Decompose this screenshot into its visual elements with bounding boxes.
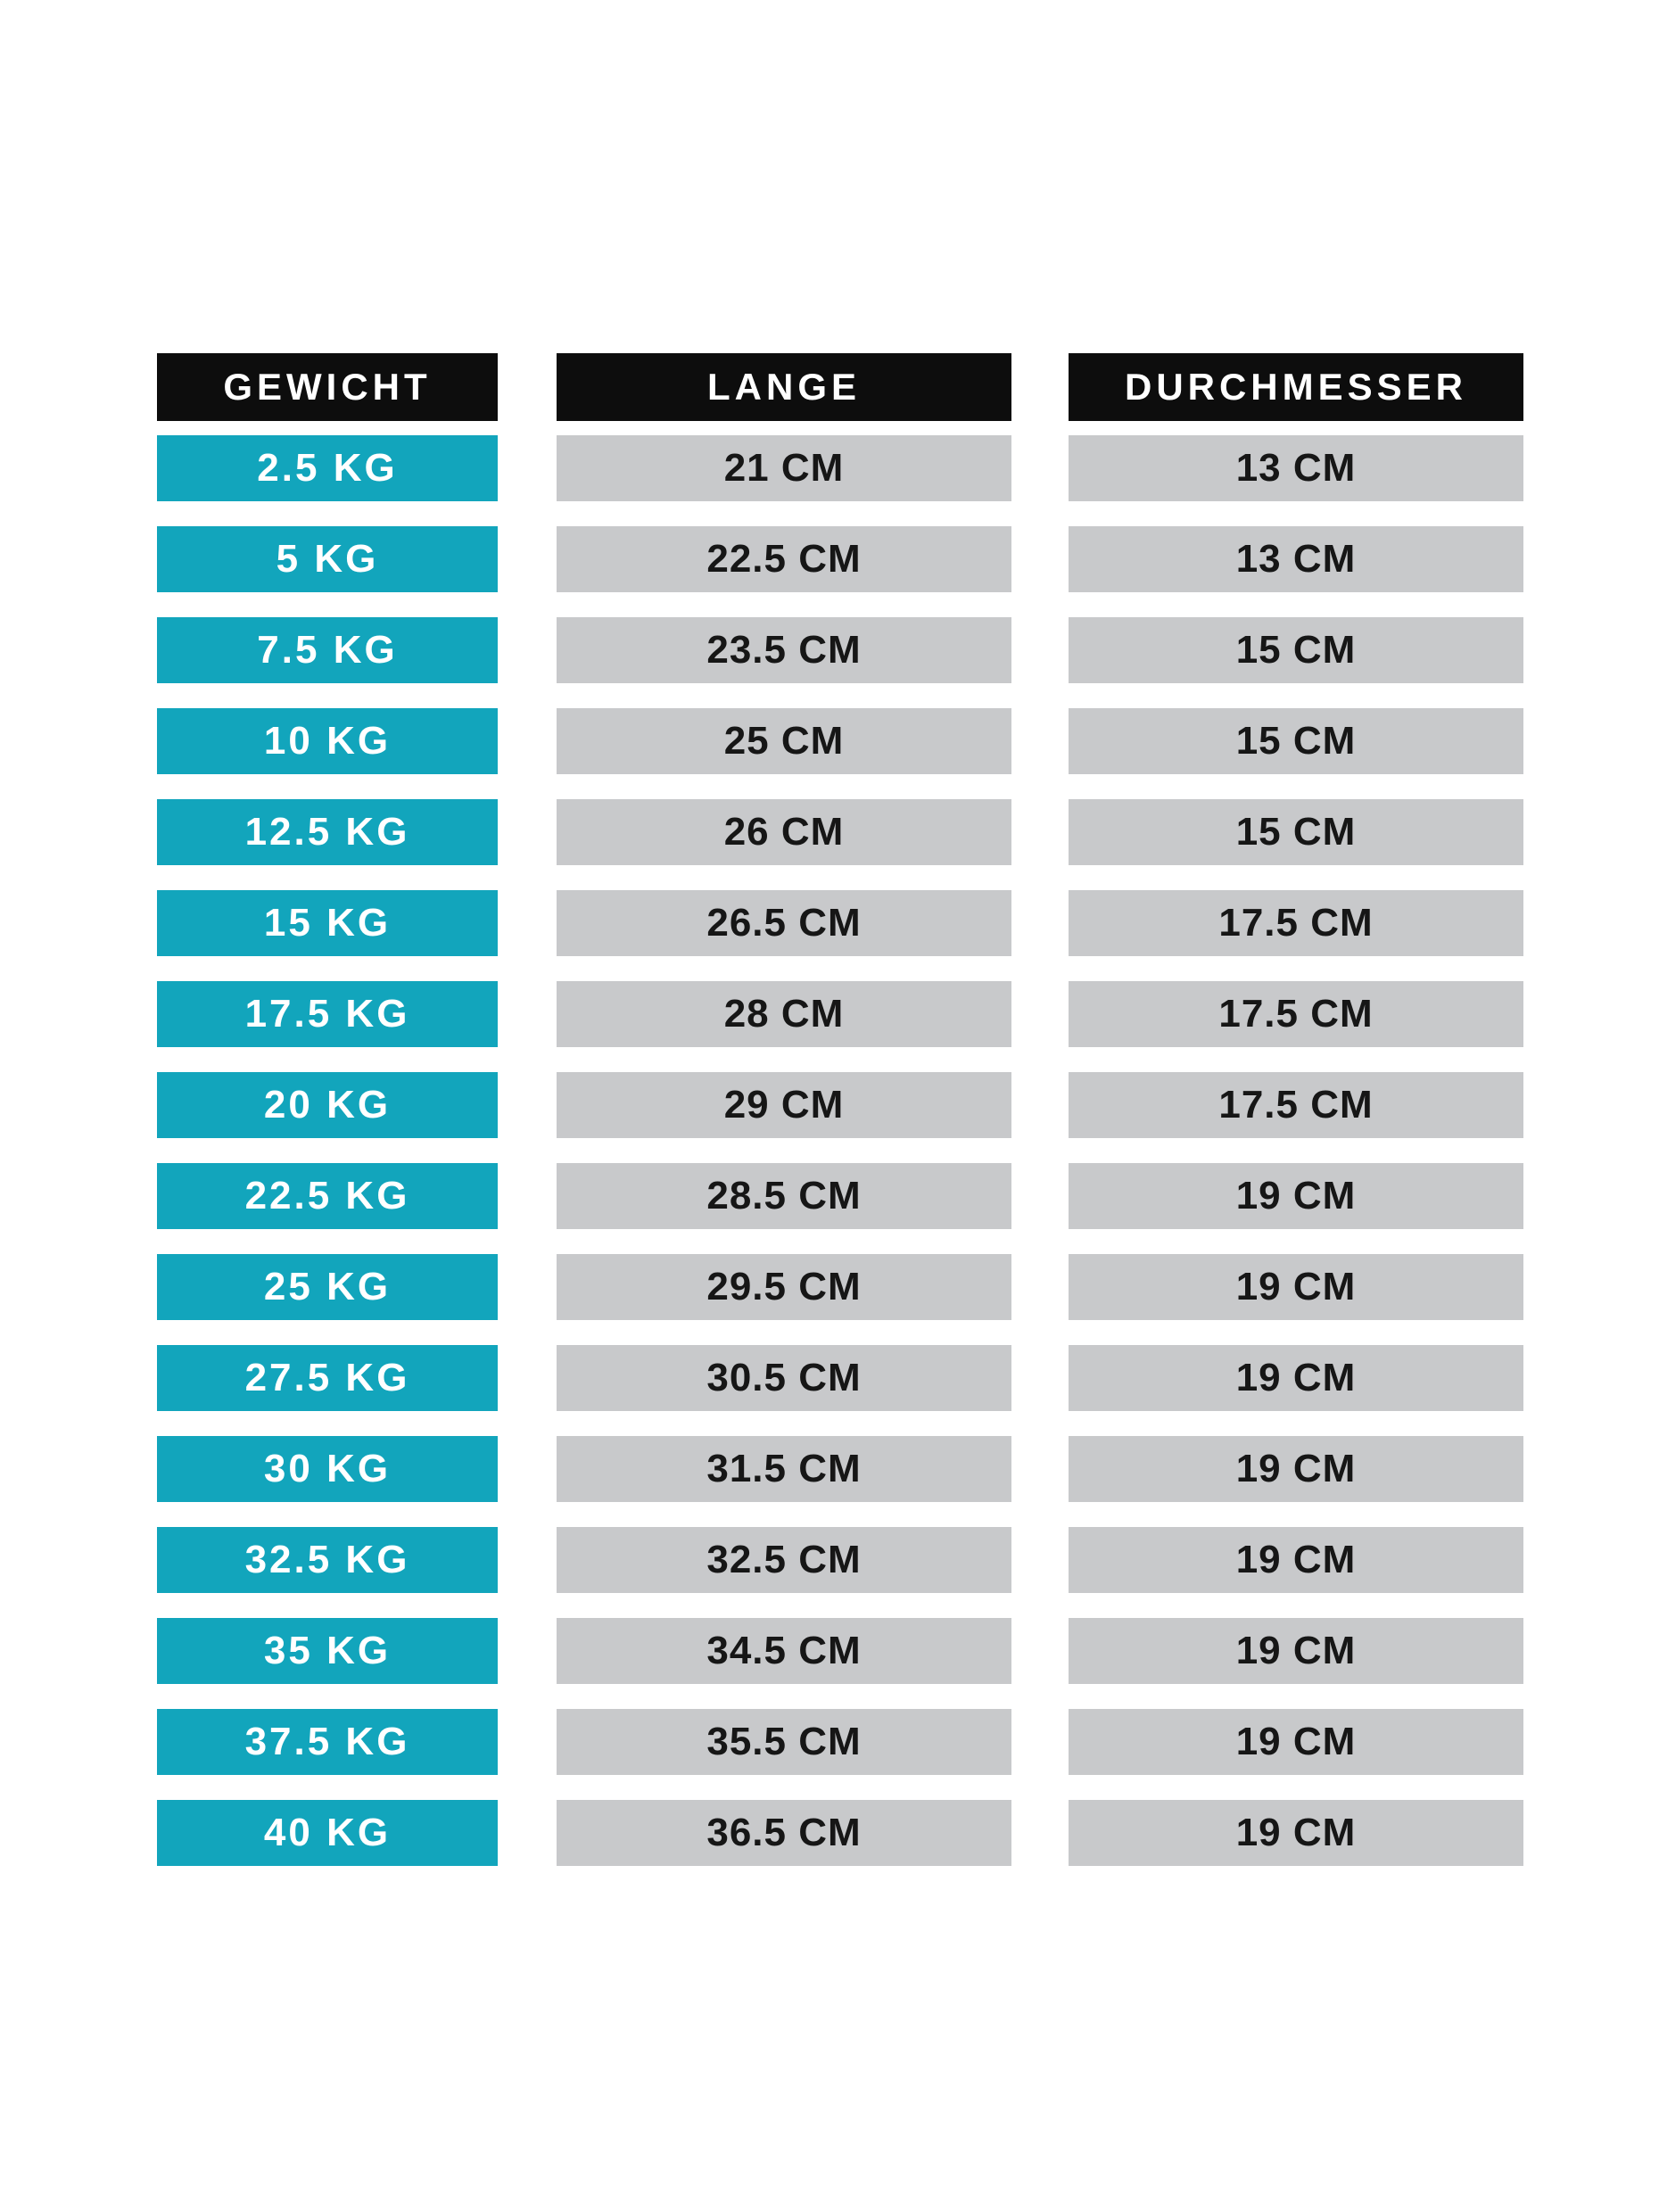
gewicht-cell: 37.5 KG [157, 1709, 498, 1775]
durchmesser-cell: 13 CM [1069, 435, 1523, 501]
lange-cell: 25 CM [557, 708, 1011, 774]
column-header-durchmesser: DURCHMESSER [1069, 353, 1523, 421]
lange-cell: 31.5 CM [557, 1436, 1011, 1502]
lange-cell: 36.5 CM [557, 1800, 1011, 1866]
gewicht-cell: 10 KG [157, 708, 498, 774]
column-lange [557, 353, 1011, 1891]
lange-cell: 30.5 CM [557, 1345, 1011, 1411]
column-header-lange: LANGE [557, 353, 1011, 421]
durchmesser-cell: 19 CM [1069, 1163, 1523, 1229]
durchmesser-cell: 19 CM [1069, 1436, 1523, 1502]
lange-cell: 26 CM [557, 799, 1011, 865]
durchmesser-cell: 19 CM [1069, 1709, 1523, 1775]
lange-cell: 21 CM [557, 435, 1011, 501]
durchmesser-cell: 19 CM [1069, 1800, 1523, 1866]
gewicht-cell: 5 KG [157, 526, 498, 592]
gewicht-cell: 22.5 KG [157, 1163, 498, 1229]
durchmesser-cell: 17.5 CM [1069, 981, 1523, 1047]
gewicht-cell: 17.5 KG [157, 981, 498, 1047]
gewicht-cell: 7.5 KG [157, 617, 498, 683]
lange-cell: 34.5 CM [557, 1618, 1011, 1684]
column-cells-durchmesser [1069, 435, 1523, 1866]
durchmesser-cell: 15 CM [1069, 708, 1523, 774]
gewicht-cell: 35 KG [157, 1618, 498, 1684]
lange-cell: 23.5 CM [557, 617, 1011, 683]
column-cells-gewicht [157, 435, 498, 1866]
durchmesser-cell: 19 CM [1069, 1618, 1523, 1684]
durchmesser-cell: 19 CM [1069, 1527, 1523, 1593]
lange-cell: 35.5 CM [557, 1709, 1011, 1775]
durchmesser-cell: 13 CM [1069, 526, 1523, 592]
gewicht-cell: 20 KG [157, 1072, 498, 1138]
lange-cell: 29 CM [557, 1072, 1011, 1138]
column-durchmesser [1069, 353, 1523, 1891]
gewicht-cell: 30 KG [157, 1436, 498, 1502]
gewicht-cell: 40 KG [157, 1800, 498, 1866]
durchmesser-cell: 15 CM [1069, 617, 1523, 683]
gewicht-cell: 25 KG [157, 1254, 498, 1320]
column-gewicht [157, 353, 498, 1891]
gewicht-cell: 27.5 KG [157, 1345, 498, 1411]
gewicht-cell: 15 KG [157, 890, 498, 956]
column-header-gewicht: GEWICHT [157, 353, 498, 421]
lange-cell: 32.5 CM [557, 1527, 1011, 1593]
column-cells-lange [557, 435, 1011, 1866]
lange-cell: 26.5 CM [557, 890, 1011, 956]
durchmesser-cell: 19 CM [1069, 1254, 1523, 1320]
lange-cell: 22.5 CM [557, 526, 1011, 592]
gewicht-cell: 2.5 KG [157, 435, 498, 501]
durchmesser-cell: 19 CM [1069, 1345, 1523, 1411]
durchmesser-cell: 15 CM [1069, 799, 1523, 865]
durchmesser-cell: 17.5 CM [1069, 1072, 1523, 1138]
gewicht-cell: 12.5 KG [157, 799, 498, 865]
lange-cell: 29.5 CM [557, 1254, 1011, 1320]
lange-cell: 28 CM [557, 981, 1011, 1047]
durchmesser-cell: 17.5 CM [1069, 890, 1523, 956]
gewicht-cell: 32.5 KG [157, 1527, 498, 1593]
lange-cell: 28.5 CM [557, 1163, 1011, 1229]
